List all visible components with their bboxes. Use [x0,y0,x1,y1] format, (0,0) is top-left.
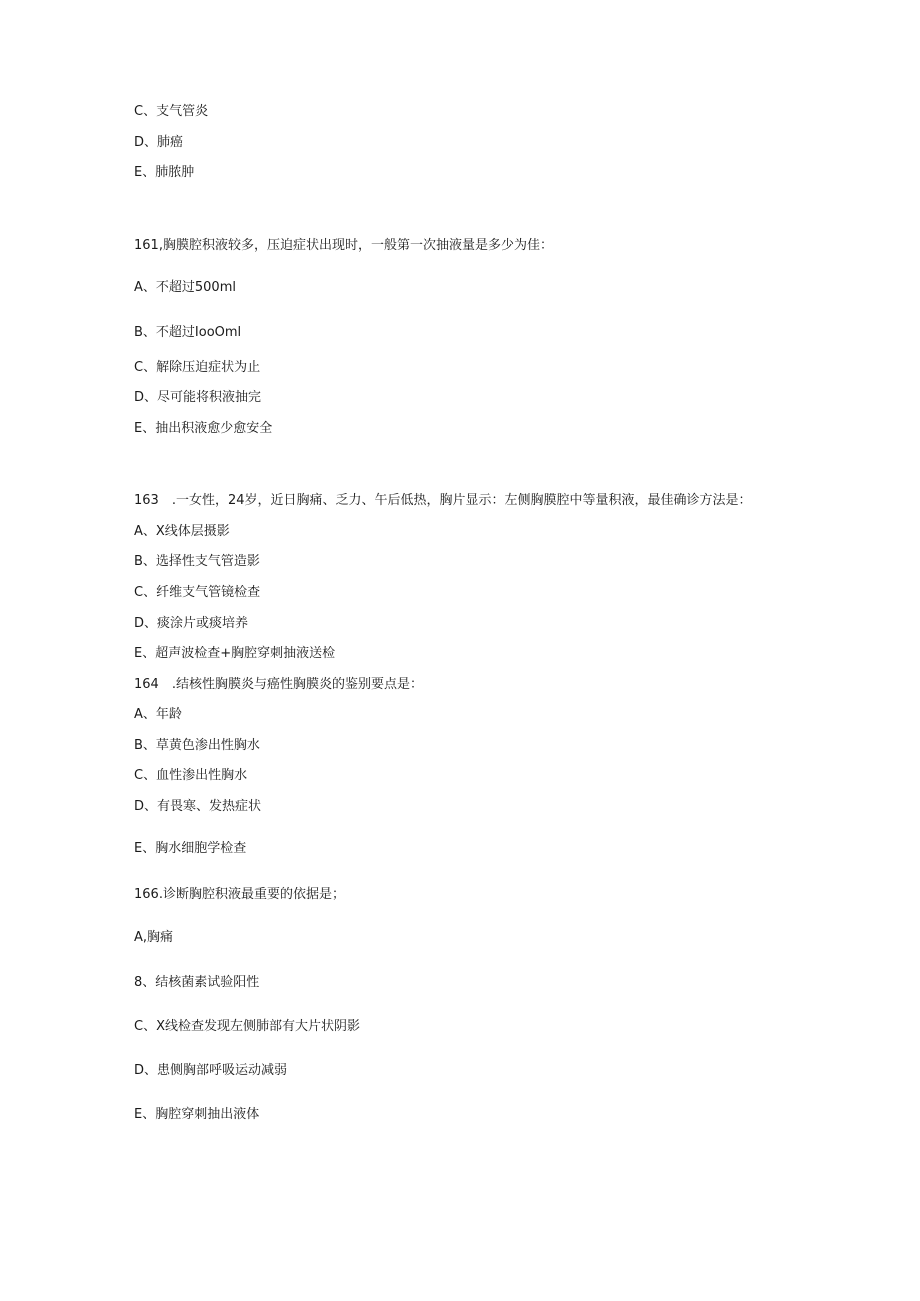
option-b-q163: B、选择性支气管造影 [134,554,260,569]
option-c-q166: C、X线检查发现左侧肺部有大片状阴影 [134,1019,360,1034]
option-d-q161: D、尽可能将积液抽完 [134,390,262,405]
option-d-q164: D、有畏寒、发热症状 [134,799,262,814]
option-c-q161: C、解除压迫症状为止 [134,360,261,375]
option-c-q160: C、支气管炎 [134,104,209,119]
option-a-q166: A,胸痛 [134,930,174,945]
option-a-q161: A、不超过500ml [134,280,236,295]
option-b-q166: 8、结核菌素试验阳性 [134,975,260,990]
option-b-q164: B、草黄色渗出性胸水 [134,738,260,753]
option-e-q164: E、胸水细胞学检查 [134,841,247,856]
option-d-q163: D、痰涂片或痰培养 [134,616,249,631]
question-161: 161,胸膜腔积液较多，压迫症状出现时，一般第一次抽液量是多少为佳： [134,238,553,253]
option-e-q160: E、肺脓肿 [134,165,195,180]
option-e-q161: E、抽出积液愈少愈安全 [134,421,273,436]
option-d-q160: D、肺癌 [134,135,184,150]
option-e-q166: E、胸腔穿刺抽出液体 [134,1107,260,1122]
option-c-q163: C、纤维支气管镜检查 [134,585,261,600]
option-c-q164: C、血性渗出性胸水 [134,768,248,783]
question-164: 164 .结核性胸膜炎与癌性胸膜炎的鉴别要点是： [134,677,423,692]
question-163: 163 .一女性，24岁，近日胸痛、乏力、午后低热，胸片显示：左侧胸膜腔中等量积液，最佳确诊方法是： [134,493,752,508]
option-a-q164: A、年龄 [134,707,182,722]
question-166: 166.诊断胸腔积液最重要的依据是； [134,887,345,902]
option-e-q163: E、超声波检查+胸腔穿刺抽液送检 [134,646,336,661]
option-a-q163: A、X线体层摄影 [134,524,230,539]
option-d-q166: D、患侧胸部呼吸运动减弱 [134,1063,288,1078]
option-b-q161: B、不超过IooOml [134,325,242,340]
